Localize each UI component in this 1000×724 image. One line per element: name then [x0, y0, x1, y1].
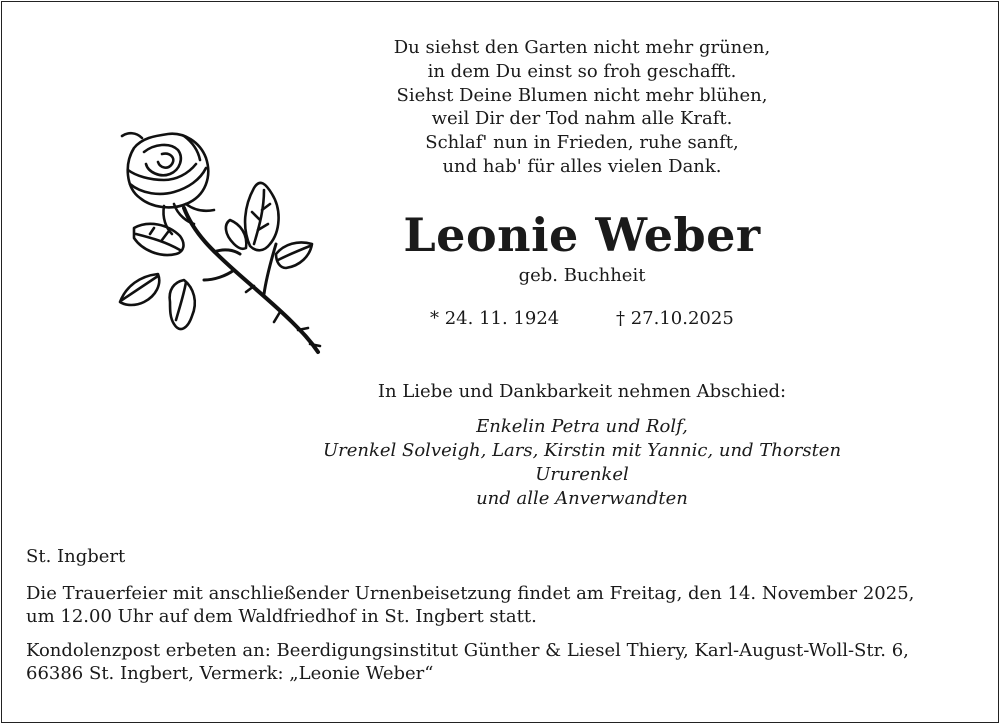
- mourner-line: Ururenkel: [535, 464, 629, 485]
- poem-line: und hab' für alles vielen Dank.: [442, 155, 722, 177]
- death-date: † 27.10.2025: [616, 308, 734, 329]
- farewell-line: In Liebe und Dankbarkeit nehmen Abschied:: [377, 381, 787, 402]
- place-name: St. Ingbert: [26, 546, 126, 567]
- poem-line: Siehst Deine Blumen nicht mehr blühen,: [396, 84, 768, 106]
- poem-line: Du siehst den Garten nicht mehr grünen,: [393, 37, 771, 58]
- obituary-card: [1, 1, 999, 723]
- deceased-name: Leonie Weber: [403, 208, 761, 262]
- maiden-name: geb. Buchheit: [518, 265, 646, 286]
- poem-line: in dem Du einst so froh geschafft.: [427, 60, 737, 82]
- poem: [302, 36, 862, 179]
- ceremony-line: um 12.00 Uhr auf dem Waldfriedhof in St. Ingbert statt.: [26, 606, 537, 627]
- mourner-line: Urenkel Solveigh, Lars, Kirstin mit Yannic, und Thorsten: [322, 440, 842, 461]
- condolence-line: 66386 St. Ingbert, Vermerk: „Leonie Weber“: [26, 663, 434, 684]
- condolence-notice: [26, 639, 976, 685]
- ceremony-line: Die Trauerfeier mit anschließender Urnenbeisetzung findet am Freitag, den 14. November 2025,: [26, 583, 915, 604]
- rose-icon: [114, 124, 324, 356]
- mourners-list: [262, 415, 902, 511]
- mourner-line: Enkelin Petra und Rolf,: [476, 416, 688, 437]
- poem-line: weil Dir der Tod nahm alle Kraft.: [431, 108, 733, 130]
- ceremony-notice: [26, 582, 976, 628]
- birth-date: * 24. 11. 1924: [430, 308, 560, 329]
- condolence-line: Kondolenzpost erbeten an: Beerdigungsinstitut Günther & Liesel Thiery, Karl-August-Woll-Str. 6,: [26, 640, 909, 661]
- mourner-line: und alle Anverwandten: [476, 488, 688, 509]
- poem-line: Schlaf' nun in Frieden, ruhe sanft,: [425, 132, 739, 154]
